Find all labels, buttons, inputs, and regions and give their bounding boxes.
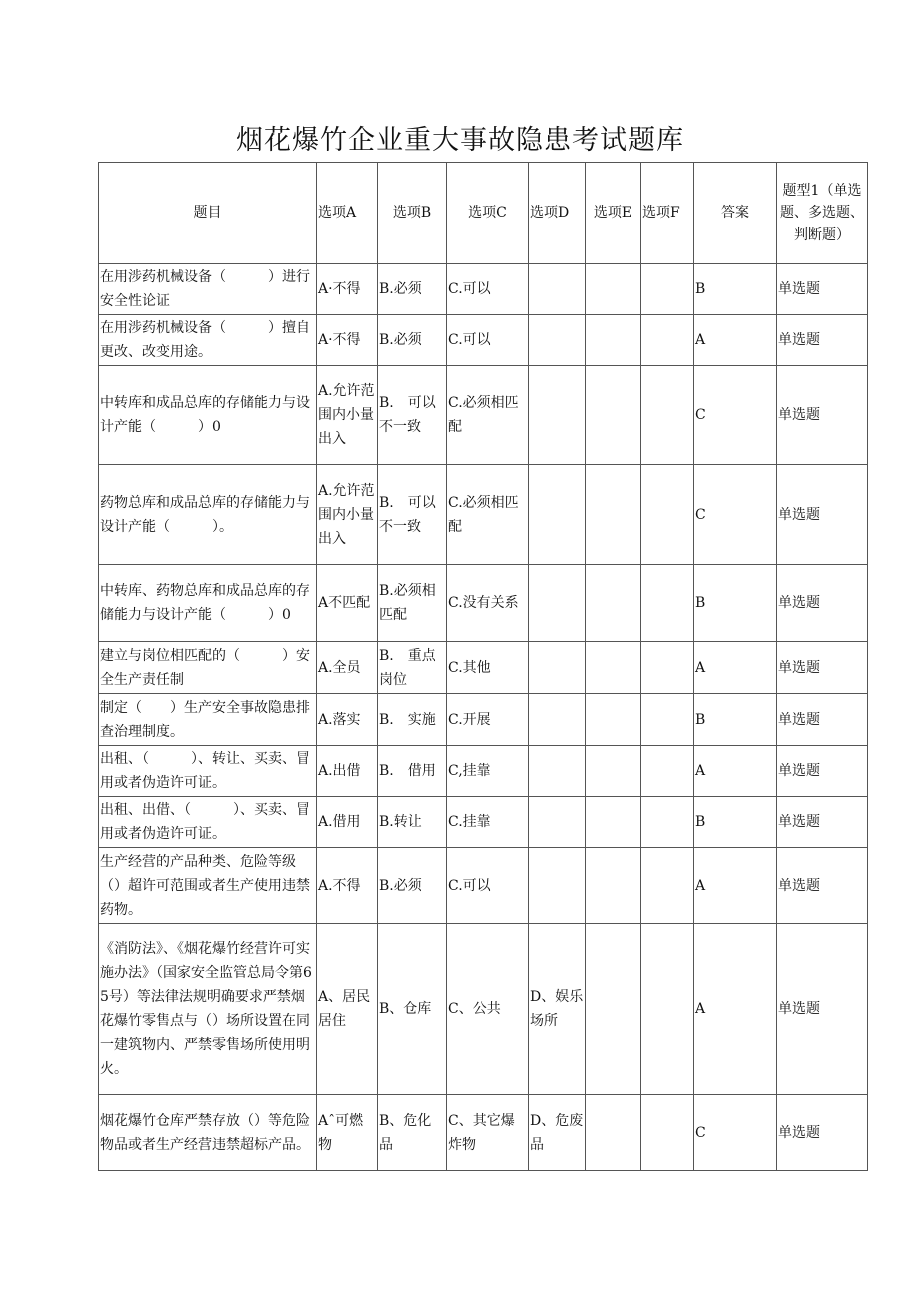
question-cell: 出租、出借、（ ）、买卖、冒用或者伪造许可证。 xyxy=(99,797,317,848)
question-cell: 制定（ ）生产安全事故隐患排查治理制度。 xyxy=(99,694,317,746)
answer-cell: C xyxy=(694,1095,777,1171)
option-e-cell xyxy=(586,565,641,642)
option-b-cell: B. 可以不一致 xyxy=(378,465,447,565)
header-question: 题目 xyxy=(99,163,317,264)
header-option-c: 选项C xyxy=(447,163,529,264)
question-cell: 在用涉药机械设备（ ）擅自更改、改变用途。 xyxy=(99,315,317,366)
option-c-cell: C.必须相匹配 xyxy=(447,366,529,465)
option-c-cell: C.可以 xyxy=(447,315,529,366)
question-cell: 药物总库和成品总库的存储能力与设计产能（ ）。 xyxy=(99,465,317,565)
option-a-cell: A.全员 xyxy=(317,642,378,694)
question-type-cell: 单选题 xyxy=(777,264,868,315)
option-c-cell: C,挂靠 xyxy=(447,746,529,797)
header-answer: 答案 xyxy=(694,163,777,264)
table-row xyxy=(99,924,868,1095)
option-d-cell xyxy=(529,746,586,797)
option-a-cell: A、居民居住 xyxy=(317,924,378,1095)
option-a-cell: A·不得 xyxy=(317,315,378,366)
option-c-cell: C.没有关系 xyxy=(447,565,529,642)
question-type-cell: 单选题 xyxy=(777,366,868,465)
option-f-cell xyxy=(641,848,694,924)
option-b-cell: B.必须 xyxy=(378,848,447,924)
header-option-e: 选项E xyxy=(586,163,641,264)
option-e-cell xyxy=(586,694,641,746)
option-d-cell xyxy=(529,848,586,924)
option-f-cell xyxy=(641,264,694,315)
option-f-cell xyxy=(641,746,694,797)
option-b-cell: B. 可以不一致 xyxy=(378,366,447,465)
option-a-cell: A.允许范围内小量出入 xyxy=(317,366,378,465)
option-a-cell: A.出借 xyxy=(317,746,378,797)
question-type-cell: 单选题 xyxy=(777,694,868,746)
option-e-cell xyxy=(586,366,641,465)
question-type-cell: 单选题 xyxy=(777,315,868,366)
option-b-cell: B.必须 xyxy=(378,264,447,315)
option-d-cell xyxy=(529,315,586,366)
option-e-cell xyxy=(586,924,641,1095)
table-row xyxy=(99,264,868,315)
option-d-cell xyxy=(529,465,586,565)
header-option-b: 选项B xyxy=(378,163,447,264)
option-e-cell xyxy=(586,642,641,694)
table-row xyxy=(99,1095,868,1171)
option-d-cell: D、娱乐场所 xyxy=(529,924,586,1095)
option-d-cell xyxy=(529,264,586,315)
option-a-cell: A·不得 xyxy=(317,264,378,315)
option-f-cell xyxy=(641,315,694,366)
question-type-cell: 单选题 xyxy=(777,1095,868,1171)
question-type-cell: 单选题 xyxy=(777,642,868,694)
table-row xyxy=(99,848,868,924)
option-a-cell: Aˆ可燃物 xyxy=(317,1095,378,1171)
option-e-cell xyxy=(586,465,641,565)
question-type-cell: 单选题 xyxy=(777,746,868,797)
option-d-cell xyxy=(529,366,586,465)
question-cell: 出租、（ ）、转让、买卖、冒用或者伪造许可证。 xyxy=(99,746,317,797)
question-cell: 建立与岗位相匹配的（ ）安全生产责任制 xyxy=(99,642,317,694)
answer-cell: B xyxy=(694,694,777,746)
option-f-cell xyxy=(641,924,694,1095)
option-b-cell: B、仓库 xyxy=(378,924,447,1095)
table-row xyxy=(99,642,868,694)
option-c-cell: C.挂靠 xyxy=(447,797,529,848)
option-a-cell: A.不得 xyxy=(317,848,378,924)
option-b-cell: B、危化品 xyxy=(378,1095,447,1171)
option-c-cell: C.开展 xyxy=(447,694,529,746)
option-c-cell: C、公共 xyxy=(447,924,529,1095)
question-cell: 烟花爆竹仓库严禁存放（）等危险物品或者生产经营违禁超标产品。 xyxy=(99,1095,317,1171)
header-option-a: 选项A xyxy=(317,163,378,264)
option-d-cell xyxy=(529,642,586,694)
question-bank-table xyxy=(98,162,868,1171)
option-f-cell xyxy=(641,1095,694,1171)
table-row xyxy=(99,465,868,565)
option-d-cell xyxy=(529,694,586,746)
option-f-cell xyxy=(641,465,694,565)
option-e-cell xyxy=(586,315,641,366)
option-b-cell: B.必须 xyxy=(378,315,447,366)
answer-cell: B xyxy=(694,565,777,642)
answer-cell: A xyxy=(694,924,777,1095)
option-f-cell xyxy=(641,642,694,694)
question-type-cell: 单选题 xyxy=(777,797,868,848)
option-a-cell: A.落实 xyxy=(317,694,378,746)
table-row xyxy=(99,366,868,465)
option-d-cell xyxy=(529,565,586,642)
table-row xyxy=(99,694,868,746)
option-c-cell: C、其它爆炸物 xyxy=(447,1095,529,1171)
option-e-cell xyxy=(586,848,641,924)
header-row xyxy=(99,163,868,264)
answer-cell: C xyxy=(694,465,777,565)
answer-cell: A xyxy=(694,315,777,366)
question-cell: 《消防法》、《烟花爆竹经营许可实施办法》（国家安全监管总局令第65号）等法律法规明确要求严禁烟花爆竹零售点与（）场所设置在同一建筑物内、严禁零售场所使用明火。 xyxy=(99,924,317,1095)
option-c-cell: C.必须相匹配 xyxy=(447,465,529,565)
question-type-cell: 单选题 xyxy=(777,565,868,642)
question-cell: 中转库和成品总库的存储能力与设计产能（ ）0 xyxy=(99,366,317,465)
option-b-cell: B. 借用 xyxy=(378,746,447,797)
option-c-cell: C.可以 xyxy=(447,848,529,924)
option-c-cell: C.可以 xyxy=(447,264,529,315)
option-d-cell: D、危废品 xyxy=(529,1095,586,1171)
option-f-cell xyxy=(641,366,694,465)
option-d-cell xyxy=(529,797,586,848)
table-row xyxy=(99,565,868,642)
option-a-cell: A.借用 xyxy=(317,797,378,848)
answer-cell: A xyxy=(694,848,777,924)
option-a-cell: A.允许范围内小量出入 xyxy=(317,465,378,565)
answer-cell: A xyxy=(694,642,777,694)
question-type-cell: 单选题 xyxy=(777,848,868,924)
header-option-d: 选项D xyxy=(529,163,586,264)
option-e-cell xyxy=(586,264,641,315)
question-type-cell: 单选题 xyxy=(777,465,868,565)
table-row xyxy=(99,797,868,848)
question-type-cell: 单选题 xyxy=(777,924,868,1095)
option-f-cell xyxy=(641,565,694,642)
header-question-type: 题型1（单选题、多选题、判断题） xyxy=(777,163,868,264)
header-option-f: 选项F xyxy=(641,163,694,264)
answer-cell: C xyxy=(694,366,777,465)
option-a-cell: A不匹配 xyxy=(317,565,378,642)
option-e-cell xyxy=(586,1095,641,1171)
option-f-cell xyxy=(641,797,694,848)
question-cell: 生产经营的产品种类、危险等级（）超许可范围或者生产使用违禁药物。 xyxy=(99,848,317,924)
question-cell: 中转库、药物总库和成品总库的存储能力与设计产能（ ）0 xyxy=(99,565,317,642)
option-b-cell: B. 实施 xyxy=(378,694,447,746)
option-b-cell: B.转让 xyxy=(378,797,447,848)
answer-cell: A xyxy=(694,746,777,797)
answer-cell: B xyxy=(694,797,777,848)
option-e-cell xyxy=(586,746,641,797)
option-f-cell xyxy=(641,694,694,746)
table-row xyxy=(99,746,868,797)
option-c-cell: C.其他 xyxy=(447,642,529,694)
option-b-cell: B. 重点岗位 xyxy=(378,642,447,694)
option-e-cell xyxy=(586,797,641,848)
page-title: 烟花爆竹企业重大事故隐患考试题库 xyxy=(236,125,684,156)
question-cell: 在用涉药机械设备（ ）进行安全性论证 xyxy=(99,264,317,315)
answer-cell: B xyxy=(694,264,777,315)
table-row xyxy=(99,315,868,366)
option-b-cell: B.必须相匹配 xyxy=(378,565,447,642)
